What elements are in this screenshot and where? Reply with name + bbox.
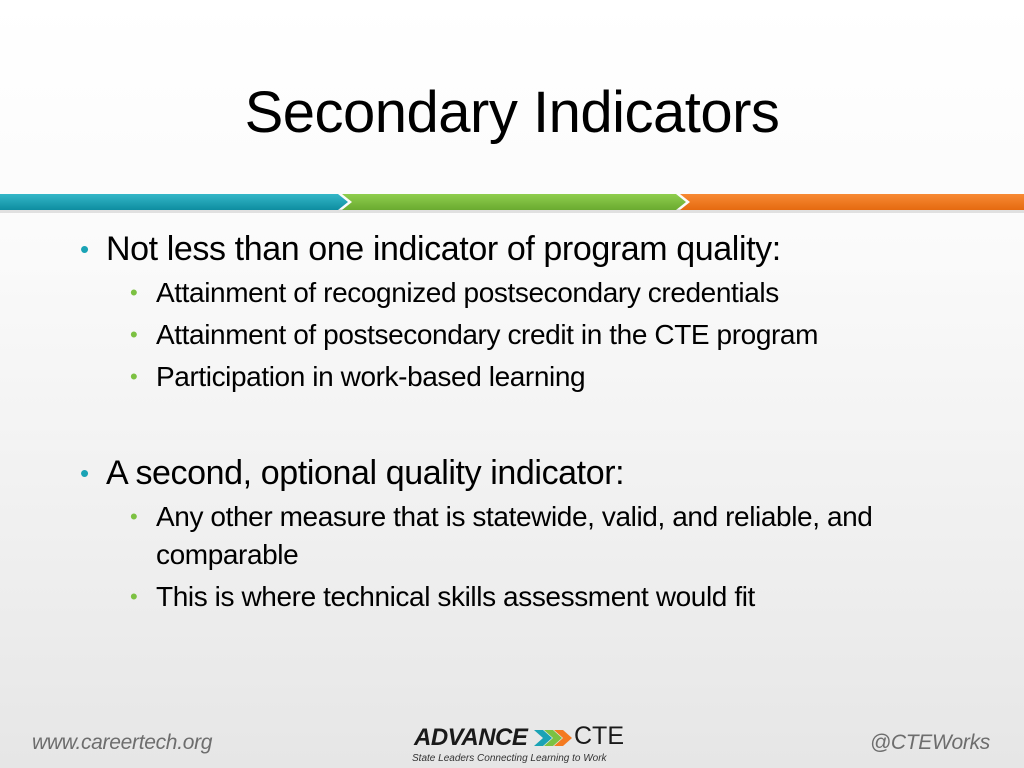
sub-bullet-dot: • <box>130 504 138 529</box>
sub-bullet-text: Attainment of postsecondary credit in the CTE program <box>156 319 819 350</box>
slide-title: Secondary Indicators <box>244 80 780 145</box>
banner-segment-teal <box>0 194 348 210</box>
logo-wordmark: ADVANCE <box>414 724 528 751</box>
bullet-item <box>80 228 980 270</box>
logo-cte: CTE <box>574 722 624 750</box>
sub-bullet-item <box>130 316 856 354</box>
sub-bullet-text: Attainment of recognized postsecondary credentials <box>156 277 779 308</box>
sub-bullet-dot: • <box>130 584 138 609</box>
sub-bullet-text: Any other measure that is statewide, valid, and reliable, and comparable <box>156 501 873 570</box>
sub-bullet-item <box>130 358 956 396</box>
sub-bullet-text: Participation in work-based learning <box>156 361 586 392</box>
color-banner <box>0 191 1024 215</box>
sub-bullet-dot: • <box>130 322 138 347</box>
sub-bullet-item <box>130 578 956 616</box>
slide-content <box>80 228 980 620</box>
footer-handle: @CTEWorks <box>869 731 990 754</box>
bullet-group-2 <box>80 452 980 616</box>
bullet-text: A second, optional quality indicator: <box>106 454 625 492</box>
bullet-item <box>80 452 980 494</box>
sub-bullet-text: This is where technical skills assessment would fit <box>156 581 755 612</box>
footer-website: www.careertech.org <box>32 731 213 754</box>
logo-tagline: State Leaders Connecting Learning to Work <box>412 753 607 764</box>
sub-bullet-list <box>130 274 980 396</box>
bullet-group-1 <box>80 228 980 396</box>
sub-bullet-dot: • <box>130 364 138 389</box>
sub-bullet-dot: • <box>130 280 138 305</box>
bullet-dot: • <box>80 458 89 488</box>
sub-bullet-list <box>130 498 980 616</box>
sub-bullet-item <box>130 274 956 312</box>
bullet-text: Not less than one indicator of program quality: <box>106 230 781 268</box>
sub-bullet-item <box>130 498 956 574</box>
banner-segment-green <box>342 194 686 210</box>
chevron-arrows-icon <box>534 726 574 750</box>
banner-segment-orange <box>680 194 1024 210</box>
advance-cte-logo <box>410 722 624 766</box>
bullet-dot: • <box>80 234 89 264</box>
